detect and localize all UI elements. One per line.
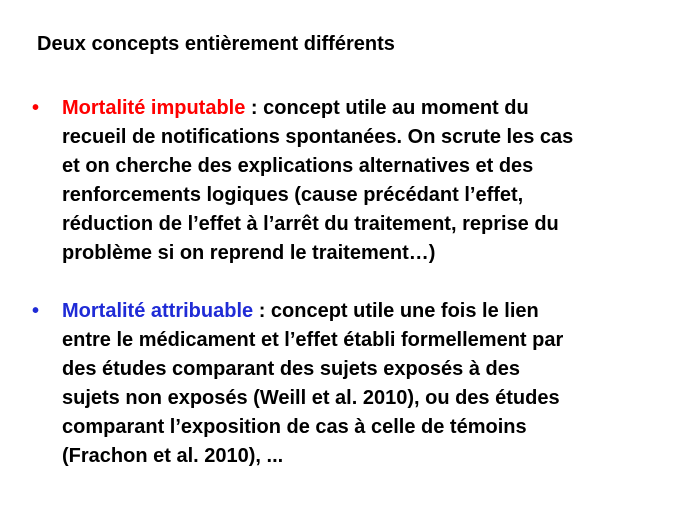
bullet-line: entre le médicament et l’effet établi formellement par [62,329,564,351]
bullet-term: Mortalité imputable [62,97,246,119]
bullet-line: sujets non exposés (Weill et al. 2010), ou des études [62,387,560,409]
bullet-line: et on cherche des explications alternatives et des [62,155,534,177]
bullet-list [32,94,662,471]
bullet-line: problème si on reprend le traitement…) [62,242,436,264]
bullet-line: comparant l’exposition de cas à celle de témoins [62,416,527,438]
bullet-first-line-text: : concept utile au moment du [245,97,529,119]
bullet-mortalite-attribuable [32,297,662,471]
bullet-line: réduction de l’effet à l’arrêt du traitement, reprise du [62,213,559,235]
bullet-line: (Frachon et al. 2010), ... [62,445,284,467]
bullet-line: des études comparant des sujets exposés à des [62,358,520,380]
slide-title: Deux concepts entièrement différents [37,33,395,55]
bullet-dot-icon: • [32,97,40,119]
bullet-first-line [62,94,662,123]
bullet-dot-icon: • [32,300,40,322]
bullet-term: Mortalité attribuable [62,300,254,322]
bullet-first-line [62,297,662,326]
bullet-first-line-text: : concept utile une fois le lien [253,300,539,322]
bullet-line: renforcements logiques (cause précédant l’effet, [62,184,524,206]
bullet-mortalite-imputable [32,94,662,268]
bullet-line: recueil de notifications spontanées. On scrute les cas [62,126,574,148]
